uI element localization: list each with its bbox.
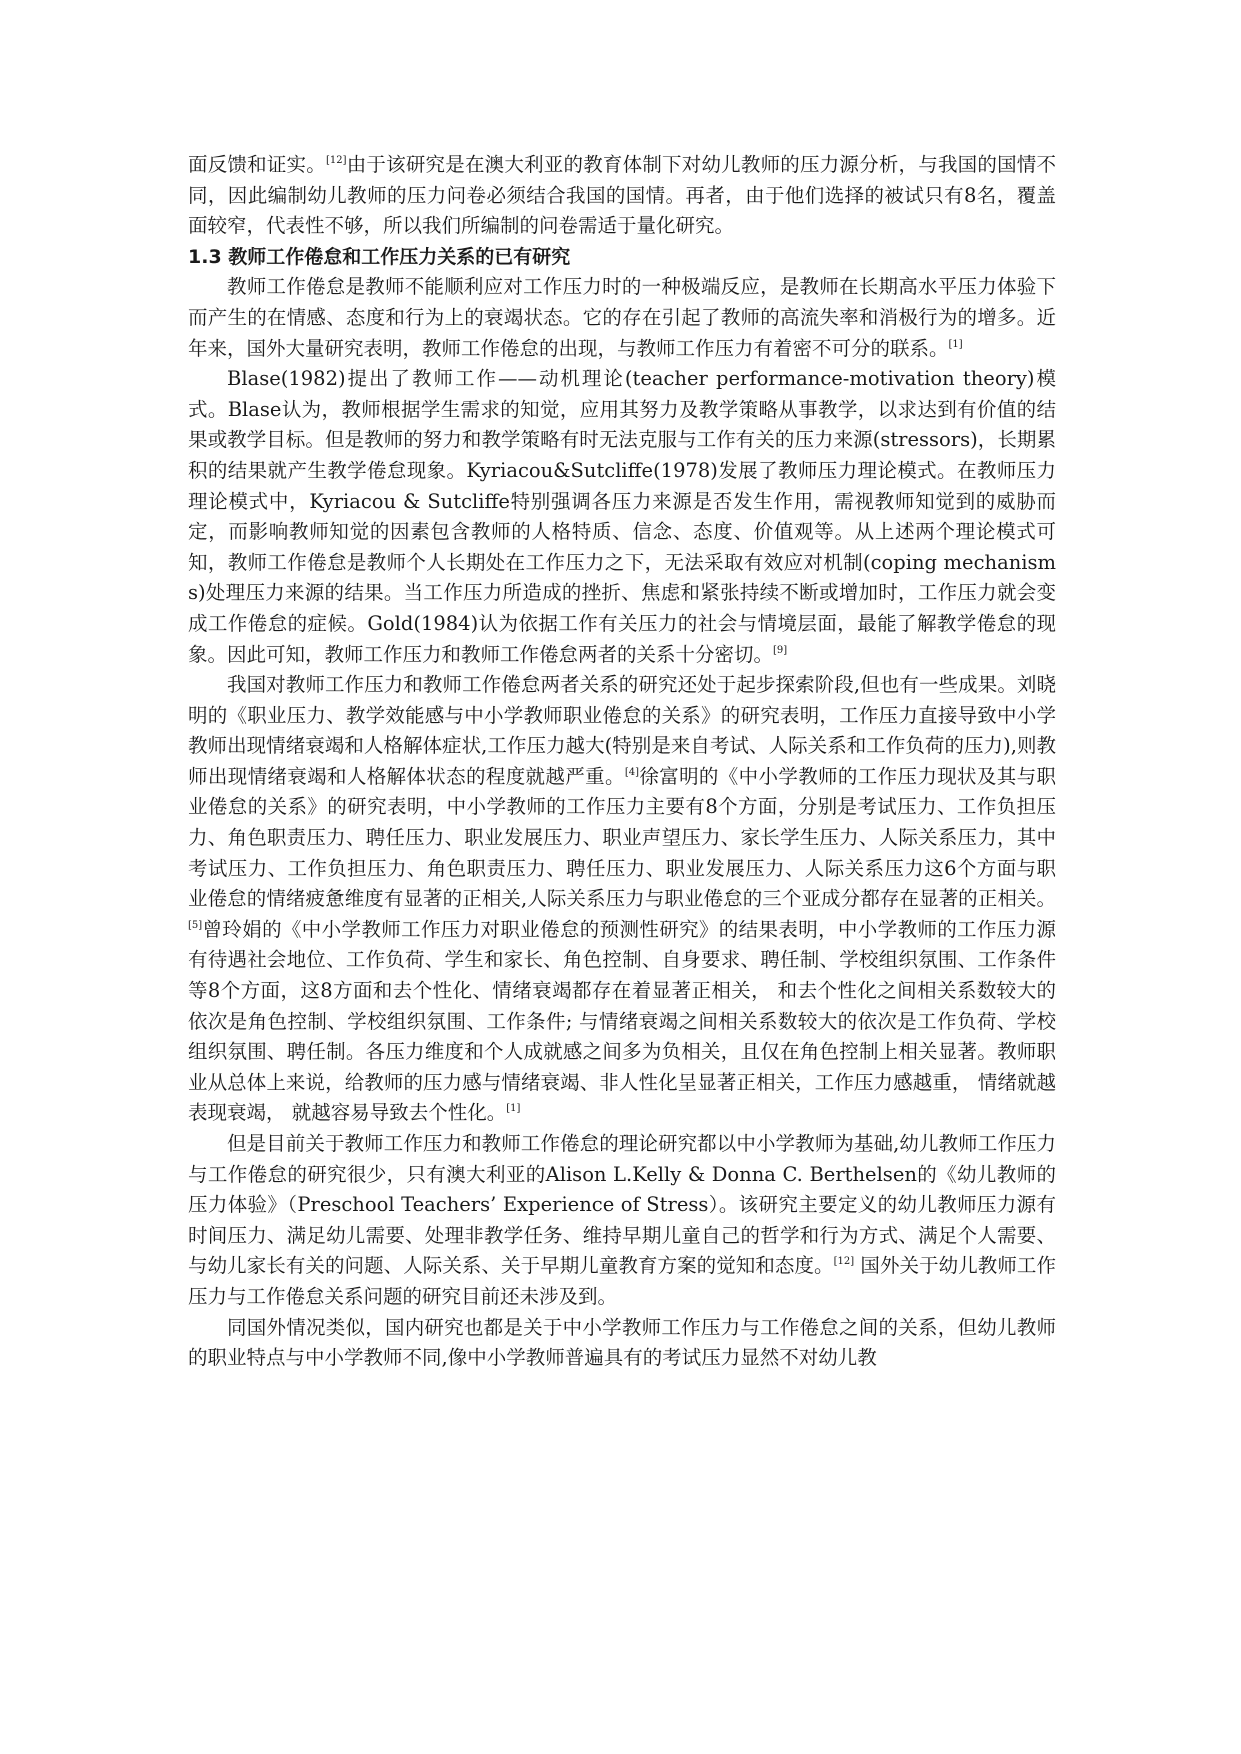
paragraph-domestic-research: [188, 670, 1056, 1129]
paragraph-burnout-definition: [188, 272, 1056, 364]
paragraph-text: Blase(1982)提出了教师工作——动机理论(teacher performance-motivation theory)模式。Blase认为，教师根据学生需求的知觉，应用其努力及教学策略从事教学，以求达到有价值的结果或教学目标。但是教师的努力和教学策略有时无法克服与工作有关的压力来源(stressors)，长期累积的结果就产生教学倦怠现象。Kyriacou&Sutcliffe(1978)发展了教师压力理论模式。在教师压力理论模式中，Kyriacou & Sutcliffe特别强调各压力来源是否发生作用，需视教师知觉到的威胁而定，而影响教师知觉的因素包含教师的人格特质、信念、态度、价值观等。从上述两个理论模式可知，教师工作倦怠是教师个人长期处在工作压力之下，无法采取有效应对机制(coping mechanisms)处理压力来源的结果。当工作压力所造成的挫折、焦虑和紧张持续不断或增加时，工作压力就会变成工作倦怠的症候。Gold(1984)认为依据工作有关压力的社会与情境层面，最能了解教学倦怠的现象。因此可知，教师工作压力和教师工作倦怠两者的关系十分密切。: [188, 367, 1056, 666]
citation-marker: [5]: [188, 919, 203, 931]
citation-marker: [1]: [506, 1103, 521, 1115]
paragraph-text: 由于该研究是在澳大利亚的教育体制下对幼儿教师的压力源分析，与我国的国情不同，因此编制幼儿教师的压力问卷必须结合我国的国情。再者，由于他们选择的被试只有8名，覆盖面较窄，代表性不够，所以我们所编制的问卷需适于量化研究。: [188, 153, 1056, 238]
section-heading: 1.3 教师工作倦怠和工作压力关系的已有研究: [188, 245, 571, 268]
citation-marker: [9]: [773, 644, 788, 656]
paragraph-text: 但是目前关于教师工作压力和教师工作倦怠的理论研究都以中小学教师为基础,幼儿教师工作压力与工作倦怠的研究很少，只有澳大利亚的Alison L.Kelly & Donna C. Berthelsen的《幼儿教师的压力体验》（Preschool Teachers’ Experience of Stress）。该研究主要定义的幼儿教师压力源有时间压力、满足幼儿需要、处理非教学任务、维持早期儿童自己的哲学和行为方式、满足个人需要、与幼儿家长有关的问题、人际关系、关于早期儿童教育方案的觉知和态度。: [188, 1132, 1056, 1278]
citation-marker: [1]: [948, 338, 963, 350]
paragraph-text: 我国对教师工作压力和教师工作倦怠两者关系的研究还处于起步探索阶段,但也有一些成果。刘晓明的《职业压力、教学效能感与中小学教师职业倦怠的关系》的研究表明，工作压力直接导致中小学教师出现情绪衰竭和人格解体症状,工作压力越大(特别是来自考试、人际关系和工作负荷的压力),则教师出现情绪衰竭和人格解体状态的程度就越严重。: [188, 673, 1056, 788]
citation-marker: [12]: [325, 155, 347, 166]
paragraph-continuation: [188, 150, 1056, 242]
paragraph-foreign-theories: [188, 364, 1056, 670]
paragraph-text: 教师工作倦怠是教师不能顺利应对工作压力时的一种极端反应，是教师在长期高水平压力体验下而产生的在情感、态度和行为上的衰竭状态。它的存在引起了教师的高流失率和消极行为的增多。近年来，国外大量研究表明，教师工作倦怠的出现，与教师工作压力有着密不可分的联系。: [188, 275, 1056, 360]
paragraph-domestic-comparison: [188, 1313, 1056, 1374]
paragraph-text: 面反馈和证实。: [188, 153, 326, 176]
paragraph-text: 曾玲娟的《中小学教师工作压力对职业倦怠的预测性研究》的结果表明，中小学教师的工作压力源有待遇社会地位、工作负荷、学生和家长、角色控制、自身要求、聘任制、学校组织氛围、工作条件等8个方面，这8方面和去个性化、情绪衰竭都存在着显著正相关， 和去个性化之间相关系数较大的依次是角色控制、学校组织氛围、工作条件; 与情绪衰竭之间相关系数较大的依次是工作负荷、学校组织氛围、聘任制。各压力维度和个人成就感之间多为负相关，且仅在角色控制上相关显著。教师职业从总体上来说，给教师的压力感与情绪衰竭、非人性化呈显著正相关，工作压力感越重， 情绪就越表现衰竭， 就越容易导致去个性化。: [188, 917, 1056, 1125]
document-body: [188, 150, 1056, 1374]
paragraph-preschool-research: [188, 1129, 1056, 1313]
paragraph-text: 同国外情况类似，国内研究也都是关于中小学教师工作压力与工作倦怠之间的关系，但幼儿教师的职业特点与中小学教师不同,像中小学教师普遍具有的考试压力显然不对幼儿教: [188, 1315, 1056, 1370]
paragraph-text: 国外关于幼儿教师工作压力与工作倦怠关系问题的研究目前还未涉及到。: [188, 1254, 1056, 1308]
paragraph-text: 徐富明的《中小学教师的工作压力现状及其与职业倦怠的关系》的研究表明，中小学教师的工作压力主要有8个方面，分别是考试压力、工作负担压力、角色职责压力、聘任压力、职业发展压力、职业声望压力、家长学生压力、人际关系压力，其中考试压力、工作负担压力、角色职责压力、聘任压力、职业发展压力、人际关系压力这6个方面与职业倦怠的情绪疲惫维度有显著的正相关,人际关系压力与职业倦怠的三个亚成分都存在显著的正相关。: [188, 764, 1056, 911]
citation-marker: [12]: [833, 1256, 855, 1268]
citation-marker: [4]: [624, 766, 639, 778]
